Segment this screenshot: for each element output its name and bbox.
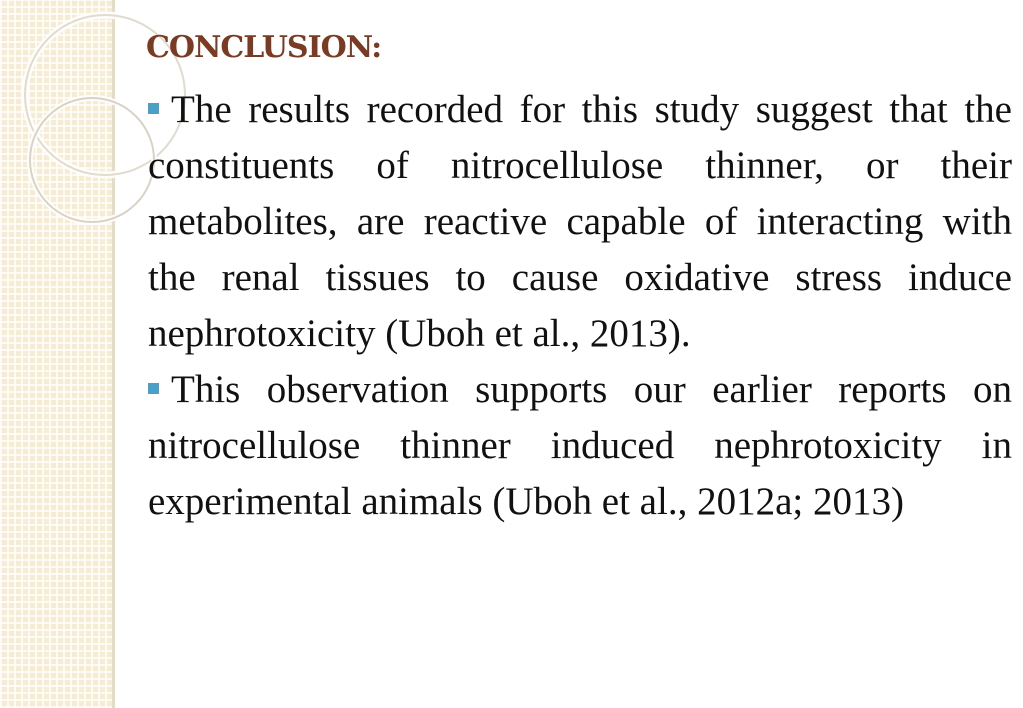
slide-title: CONCLUSION: (146, 30, 382, 65)
bullet-item (148, 82, 1012, 362)
bullet-item (148, 362, 1012, 530)
square-bullet-icon (148, 383, 159, 394)
square-bullet-icon (148, 103, 159, 114)
bullet-text: This observation supports our earlier reports on nitrocellulose thinner induced nephrotoxicity in experimental animals (Uboh et al., 2012a; 2013) (148, 368, 1012, 523)
bullet-list (148, 82, 1012, 530)
bullet-text: The results recorded for this study suggest that the constituents of nitrocellulose thinner, or their metabolites, are reactive capable of interacting with the renal tissues to cause oxidative stress induce nephrotoxicity (Uboh et al., 2013). (148, 88, 1012, 355)
